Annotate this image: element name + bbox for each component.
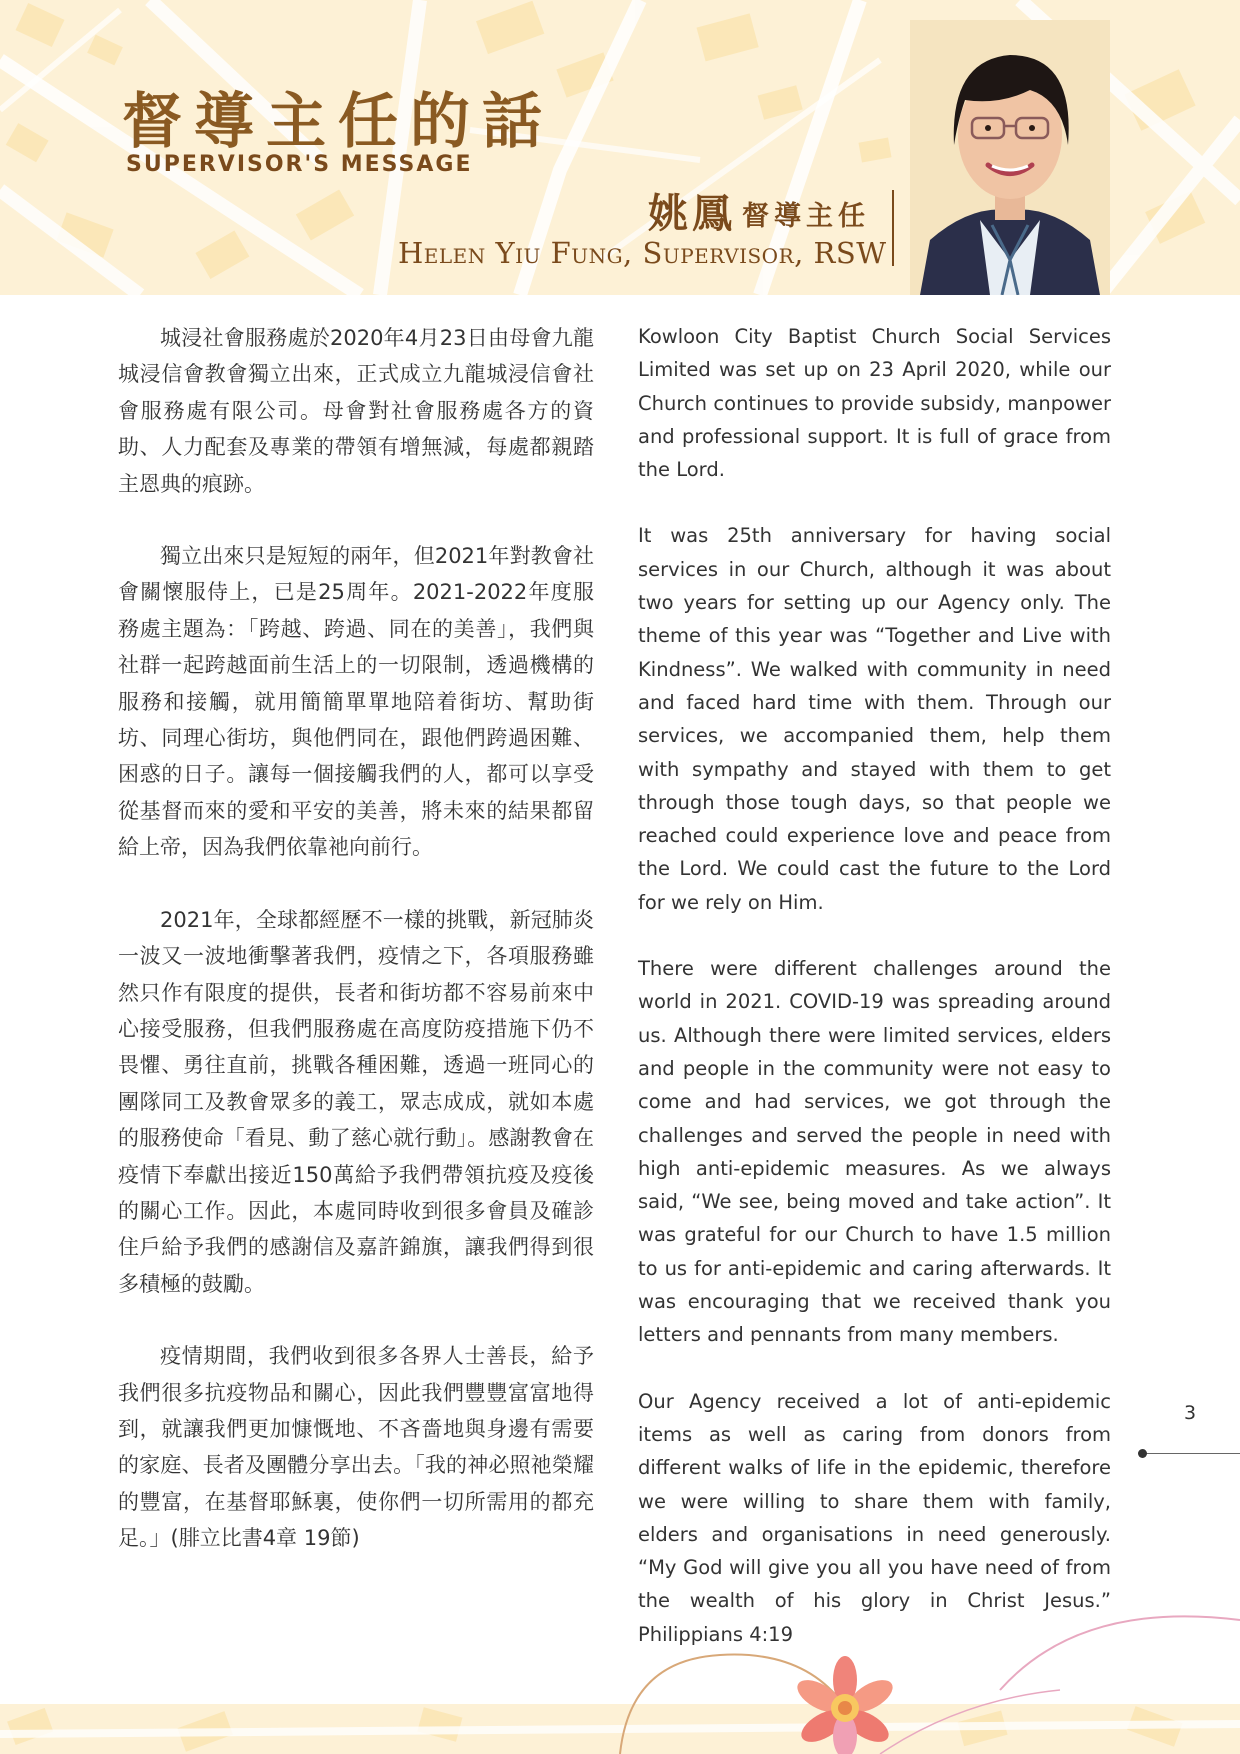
supervisor-role-chinese: 督導主任	[742, 201, 870, 232]
supervisor-name-english: Helen Yiu Fung, Supervisor, RSW	[398, 236, 887, 270]
page-number: 3	[1184, 1402, 1197, 1424]
english-paragraph-1: Kowloon City Baptist Church Social Services Limited was set up on 23 April 2020, while our Church continues to provide subsidy, manpower and professional support. It is full of grace from the Lord.	[638, 325, 1111, 482]
english-paragraph-3: There were different challenges around the world in 2021. COVID-19 was spreading around us. Although there were limited services, elders and people in the community were not easy to come and had services, we got through the challenges and served the people in need with high anti-epidemic measures. As we always said, “We see, being moved and take action”. It was grateful for our Church to have 1.5 million to us for anti-epidemic and caring afterwards. It was encouraging that we received thank you letters and pennants from many members.	[638, 957, 1111, 1347]
chinese-paragraph-1: 城浸社會服務處於2020年4月23日由母會九龍城浸信會教會獨立出來，正式成立九龍城浸信會社會服務處有限公司。母會對社會服務處各方的資助、人力配套及專業的帶領有增無減，每處都親踏主恩典的痕跡。	[118, 326, 594, 496]
supervisor-name-chinese: 姚鳳	[648, 190, 736, 237]
page-title-english: SUPERVISOR'S MESSAGE	[126, 152, 473, 177]
chinese-paragraph-3: 2021年，全球都經歷不一樣的挑戰，新冠肺炎一波又一波地衝擊著我們，疫情之下，各項服務雖然只作有限度的提供，長者和街坊都不容易前來中心接受服務，但我們服務處在高度防疫措施下仍不畏懼、勇往直前，挑戰各種困難，透過一班同心的團隊同工及教會眾多的義工，眾志成成，就如本處的服務使命「看見、動了慈心就行動」。感謝教會在疫情下奉獻出接近150萬給予我們帶領抗疫及疫後的關心工作。因此，本處同時收到很多會員及確診住戶給予我們的感謝信及嘉許錦旗，讓我們得到很多積極的鼓勵。	[118, 907, 594, 1296]
page-title-chinese: 督導主任的話	[122, 87, 554, 157]
english-paragraph-4: Our Agency received a lot of anti-epidemic items as well as caring from donors from different walks of life in the epidemic, therefore we were willing to share them with family, elders and organisations in need generously. “My God will give you all you have need of from the wealth of his glory in Christ Jesus.” Philippians 4:19	[638, 1389, 1111, 1646]
chinese-paragraph-4: 疫情期間，我們收到很多各界人士善長，給予我們很多抗疫物品和關心，因此我們豐豐富富地得到，就讓我們更加慷慨地、不吝嗇地與身邊有需要的家庭、長者及團體分享出去。「我的神必照祂榮耀的豐富，在基督耶穌裏，使你們一切所需用的都充足。」(腓立比書4章 19節)	[118, 1344, 594, 1551]
english-paragraph-2: It was 25th anniversary for having social services in our Church, although it was about two years for setting up our Agency only. The theme of this year was “Together and Live with Kindness”. We walked with community in need and faced hard time with them. Through our services, we accompanied them, help them with sympathy and stayed with them to get through those tough days, so that people we reached could experience love and peace from the Lord. We could cast the future to the Lord for we rely on Him.	[638, 524, 1111, 914]
chinese-paragraph-2: 獨立出來只是短短的兩年，但2021年對教會社會關懷服侍上，已是25周年。2021-2022年度服務處主題為：「跨越、跨過、同在的美善」，我們與社群一起跨越面前生活上的一切限制，透過機構的服務和接觸，就用簡簡單單地陪着街坊、幫助街坊、同理心街坊，與他們同在，跟他們跨過困難、困惑的日子。讓每一個接觸我們的人，都可以享受從基督而來的愛和平安的美善，將未來的結果都留給上帝，因為我們依靠祂向前行。	[118, 544, 594, 860]
